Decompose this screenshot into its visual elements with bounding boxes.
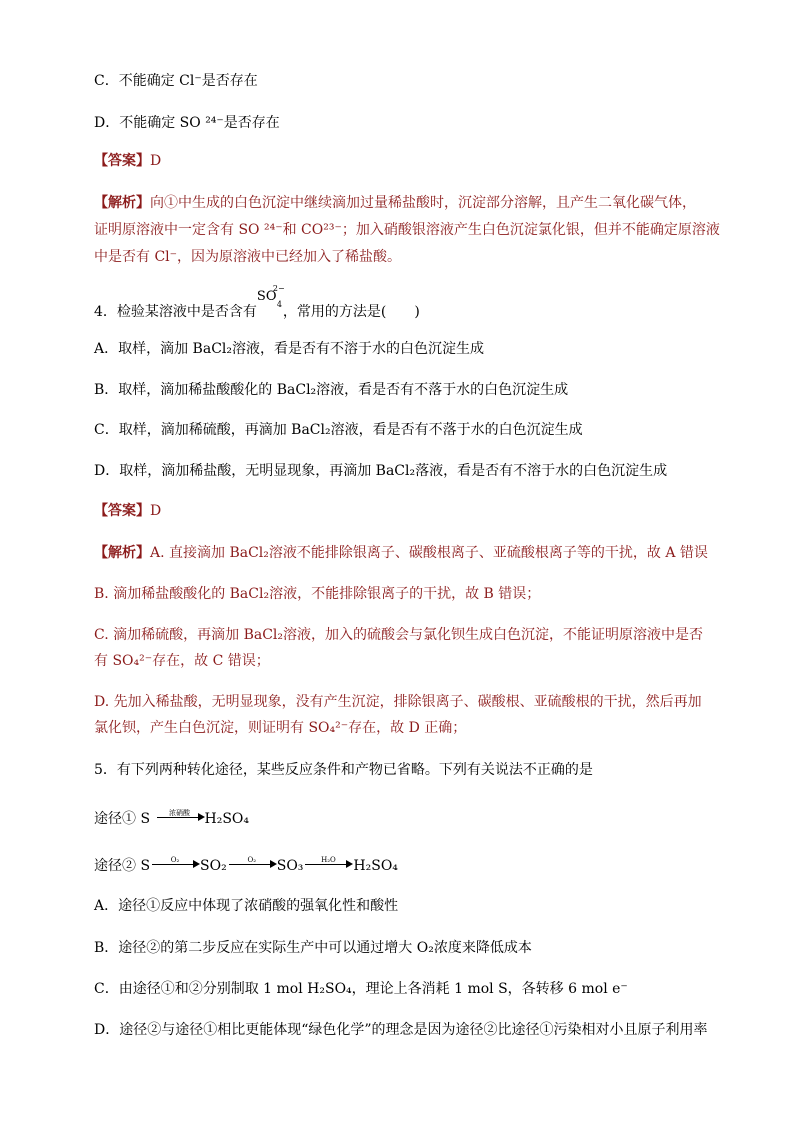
route-2-start: S — [140, 858, 151, 874]
route-2-so2: SO₂ — [200, 858, 227, 874]
reaction-arrow — [155, 808, 205, 826]
q5-option-c: C．由途径①和②分别制取 1 mol H₂SO₄，理论上各消耗 1 mol S，各转移 6 mol e⁻ — [94, 981, 628, 997]
answer-label: 【答案】 — [94, 503, 150, 519]
reaction-arrow — [227, 855, 277, 873]
q4-stem — [94, 284, 420, 321]
q4-analysis-d-line-1: D. 先加入稀盐酸，无明显现象，没有产生沉淀，排除银离子、碳酸根、亚硫酸根的干扰，然后再加 — [94, 694, 702, 710]
route-2-product: H₂SO₄ — [353, 858, 398, 874]
sulfate-subscript: 4 — [276, 300, 283, 309]
q4-analysis-c-line-1: C. 滴加稀硫酸，再滴加 BaCl₂溶液，加入的硫酸会与氯化钡生成白色沉淀，不能证明原溶液中是否 — [94, 627, 703, 643]
q3-option-c: C．不能确定 Cl⁻是否存在 — [94, 73, 258, 89]
q4-stem-post: ，常用的方法是( ) — [282, 304, 420, 320]
q4-option-d: D．取样，滴加稀盐酸，无明显现象，再滴加 BaCl₂落液，看是否有不溶于水的白色沉淀生成 — [94, 463, 668, 479]
q4-answer — [94, 502, 161, 520]
analysis-text: 向①中生成的白色沉淀中继续滴加过量稀盐酸时，沉淀部分溶解，且产生二氧化碳气体， — [150, 195, 696, 211]
analysis-label: 【解析】 — [94, 195, 150, 211]
q4-stem-pre: 4．检验某溶液中是否含有 — [94, 304, 257, 320]
q5-option-a: A．途径①反应中体现了浓硝酸的强氧化性和酸性 — [94, 898, 399, 914]
route-2 — [94, 855, 398, 875]
q4-option-b: B．取样，滴加稀盐酸酸化的 BaCl₂溶液，看是否有不落于水的白色沉淀生成 — [94, 382, 569, 398]
analysis-text: A. 直接滴加 BaCl₂溶液不能排除银离子、碳酸根离子、亚硫酸根离子等的干扰，故 A 错误 — [150, 545, 708, 561]
arrow-condition: O₂ — [170, 856, 180, 864]
route-1-label: 途径① — [94, 811, 136, 827]
route-2-so3: SO₃ — [276, 858, 304, 874]
route-1-start: S — [140, 811, 151, 827]
sulfate-charge: 2− — [272, 284, 285, 293]
q3-analysis-line-1 — [94, 194, 696, 212]
q3-analysis-line-3: 中是否有 Cl⁻，因为原溶液中已经加入了稀盐酸。 — [94, 249, 402, 265]
q4-analysis-d-line-2: 氯化钡，产生白色沉淀，则证明有 SO₄²⁻存在，故 D 正确； — [94, 720, 467, 736]
q3-analysis-line-2: 证明原溶液中一定含有 SO ²⁴⁻和 CO²³⁻；加入硝酸银溶液产生白色沉淀氯化银，但并不能确定原溶液 — [94, 222, 720, 238]
q3-answer — [94, 152, 161, 170]
q4-analysis-b: B. 滴加稀盐酸酸化的 BaCl₂溶液，不能排除银离子的干扰，故 B 错误； — [94, 586, 541, 602]
q5-option-b: B．途径②的第二步反应在实际生产中可以通过增大 O₂浓度来降低成本 — [94, 940, 532, 956]
reaction-arrow — [303, 855, 353, 873]
arrow-condition: O₂ — [247, 856, 256, 864]
q4-option-a: A．取样，滴加 BaCl₂溶液，看是否有不溶于水的白色沉淀生成 — [94, 341, 484, 357]
q4-analysis-a — [94, 544, 708, 562]
q4-analysis-c-line-2: 有 SO₄²⁻存在，故 C 错误； — [94, 653, 270, 669]
arrow-condition: H₂O — [321, 856, 336, 864]
analysis-label: 【解析】 — [94, 545, 150, 561]
reaction-arrow — [150, 855, 200, 873]
route-1-product: H₂SO₄ — [204, 811, 250, 827]
sulfate-formula — [256, 284, 285, 318]
q5-stem: 5．有下列两种转化途径，某些反应条件和产物已省略。下列有关说法不正确的是 — [94, 762, 593, 778]
answer-label: 【答案】 — [94, 153, 150, 169]
q4-option-c: C．取样，滴加稀硫酸，再滴加 BaCl₂溶液，看是否有不落于水的白色沉淀生成 — [94, 422, 583, 438]
q5-option-d: D．途径②与途径①相比更能体现“绿色化学”的理念是因为途径②比途径①污染相对小且原子利用率 — [94, 1022, 708, 1038]
arrow-condition: 浓硝酸 — [169, 809, 190, 817]
answer-value: D — [150, 153, 162, 169]
q3-option-d: D．不能确定 SO ²⁴⁻是否存在 — [94, 115, 280, 131]
route-1 — [94, 808, 249, 828]
route-2-label: 途径② — [94, 858, 136, 874]
answer-value: D — [150, 503, 162, 519]
sulfate-base: SO — [256, 289, 277, 304]
